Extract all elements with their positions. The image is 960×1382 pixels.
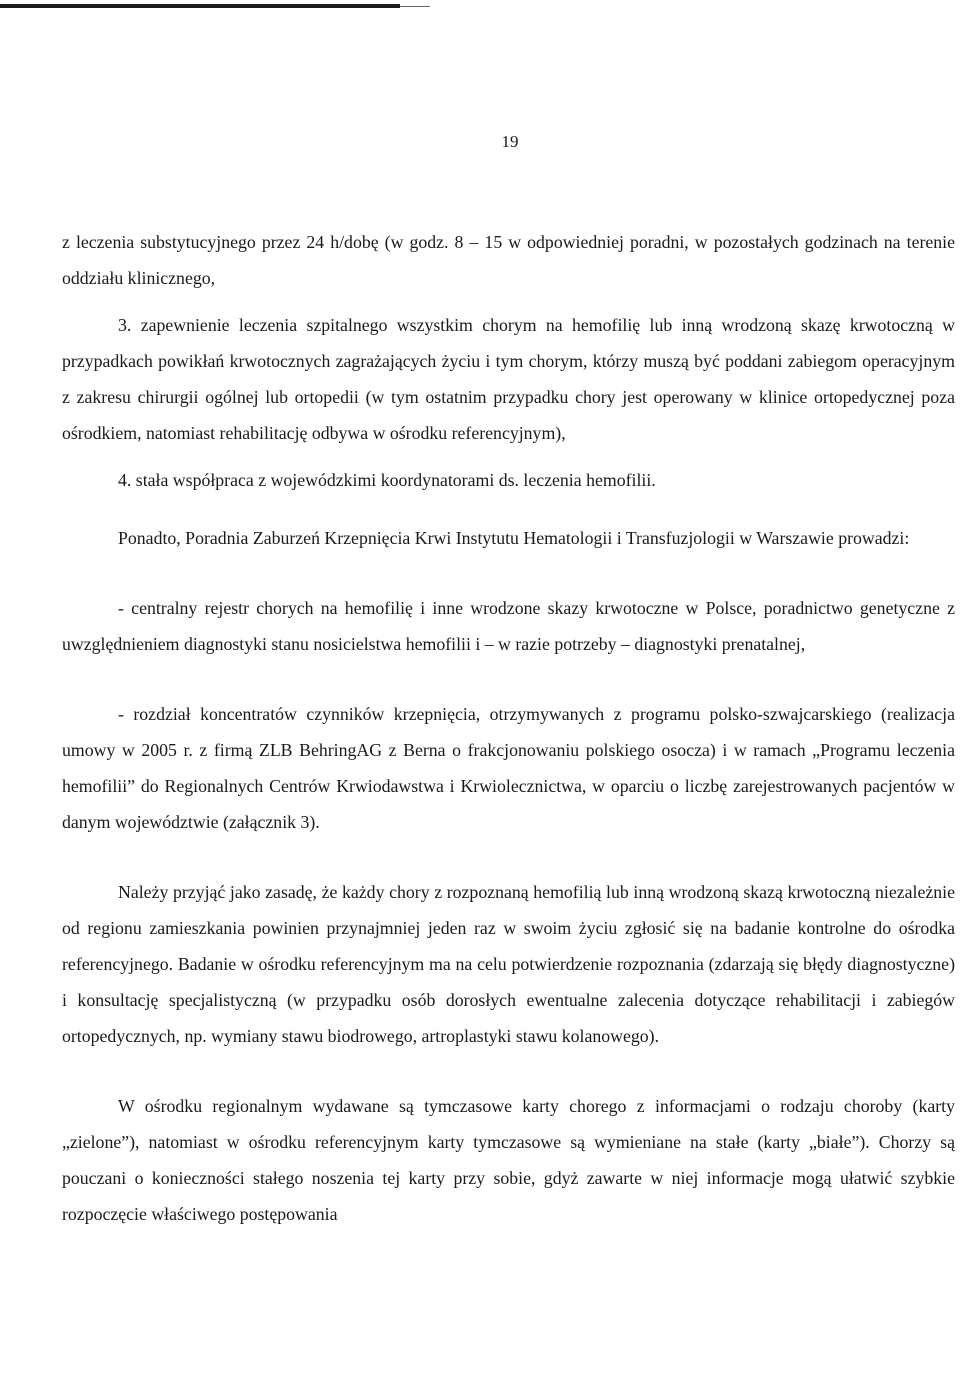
document-body — [62, 224, 955, 1232]
paragraph-concentrate-distribution: - rozdział koncentratów czynników krzepnięcia, otrzymywanych z programu polsko-szwajcarskiego (realizacja umowy w 2005 r. z firmą ZLB BehringAG z Berna o frakcjonowaniu polskiego osocza) i w ramach „Programu leczenia hemofilii” do Regionalnych Centrów Krwiodawstwa i Krwiolecznictwa, w oparciu o liczbę zarejestrowanych pacjentów w danym województwie (załącznik 3). — [62, 704, 955, 832]
top-scan-rule — [0, 4, 400, 8]
list-item-3-hospital-treatment: 3. zapewnienie leczenia szpitalnego wszystkim chorym na hemofilię lub inną wrodzoną skazę krwotoczną w przypadkach powikłań krwotocznych zagrażających życiu i tym chorym, którzy muszą być poddani zabiegom operacyjnym z zakresu chirurgii ogólnej lub ortopedii (w tym ostatnim przypadku chory jest operowany w klinice ortopedycznej poza ośrodkiem, natomiast rehabilitację odbywa w ośrodku referencyjnym), — [62, 315, 955, 443]
paragraph-substitution-treatment: z leczenia substytucyjnego przez 24 h/dobę (w godz. 8 – 15 w odpowiedniej poradni, w pozostałych godzinach na terenie oddziału klinicznego, — [62, 232, 955, 288]
list-item-4-cooperation: 4. stała współpraca z wojewódzkimi koordynatorami ds. leczenia hemofilii. — [118, 470, 656, 490]
paragraph-clinic-intro: Ponadto, Poradnia Zaburzeń Krzepnięcia Krwi Instytutu Hematologii i Transfuzjologii w Warszawie prowadzi: — [118, 528, 910, 548]
paragraph-reference-center-visit: Należy przyjąć jako zasadę, że każdy chory z rozpoznaną hemofilią lub inną wrodzoną skazą krwotoczną niezależnie od regionu zamieszkania powinien przynajmniej jeden raz w swoim życiu zgłosić się na badanie kontrolne do ośrodka referencyjnego. Badanie w ośrodku referencyjnym ma na celu potwierdzenie rozpoznania (zdarzają się błędy diagnostyczne) i konsultację specjalistyczną (w przypadku osób dorosłych ewentualne zalecenia dotyczące rehabilitacji i zabiegów ortopedycznych, np. wymiany stawu biodrowego, artroplastyki stawu kolanowego). — [62, 882, 955, 1046]
page-number: 19 — [501, 132, 519, 151]
paragraph-central-registry: - centralny rejestr chorych na hemofilię i inne wrodzone skazy krwotoczne w Polsce, poradnictwo genetyczne z uwzględnieniem diagnostyki stanu nosicielstwa hemofilii i – w razie potrzeby – diagnostyki prenatalnej, — [62, 598, 955, 654]
paragraph-patient-cards: W ośrodku regionalnym wydawane są tymczasowe karty chorego z informacjami o rodzaju choroby (karty „zielone”), natomiast w ośrodku referencyjnym karty tymczasowe są wymieniane na stałe (karty „białe”). Chorzy są pouczani o konieczności stałego noszenia tej karty przy sobie, gdyż zawarte w niej informacje mogą ułatwić szybkie rozpoczęcie właściwego postępowania — [62, 1096, 955, 1224]
